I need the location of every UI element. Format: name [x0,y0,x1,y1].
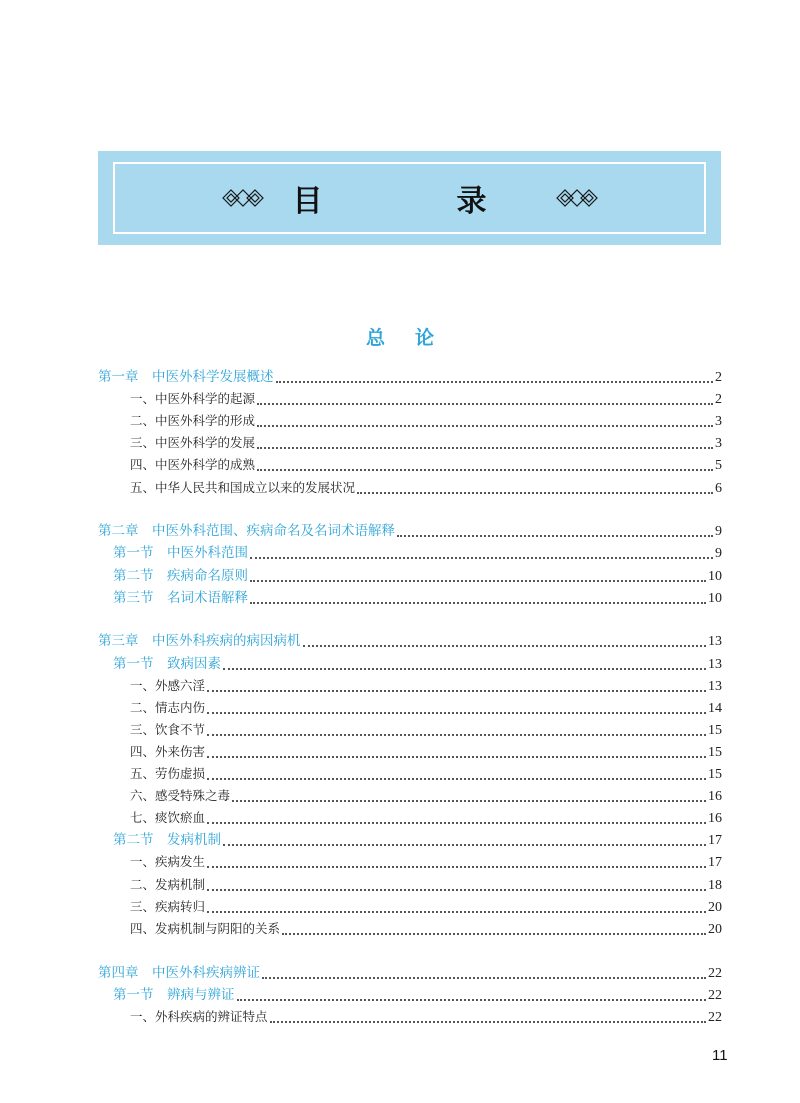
toc-entry-title: 四、中医外科学的成熟 [130,457,256,473]
toc-item-row [130,410,722,432]
toc-item-row [130,785,722,807]
toc-item-row [130,896,722,918]
dot-leader [257,447,713,449]
dot-leader [207,911,706,913]
dot-leader [270,1021,706,1023]
toc-entry-title: 第四章 中医外科疾病辨证 [98,964,260,981]
page-number: 11 [712,1047,728,1064]
toc-entry-title: 二、发病机制 [130,876,206,892]
toc-page-number: 9 [715,524,722,540]
toc-section-row [113,565,722,587]
toc-page-number: 9 [715,546,722,562]
toc-page-number: 13 [708,656,722,672]
toc-item-row [130,807,722,829]
toc-entry-title: 第一节 中医外科范围 [113,545,248,562]
toc-item-row [130,388,722,410]
toc-entry-title: 第一节 辨病与辨证 [113,986,235,1003]
toc-page-number: 10 [708,590,722,606]
toc-item-row [130,1006,722,1028]
toc-page-number: 18 [708,877,722,893]
toc-page-number: 13 [708,678,722,694]
toc-entry-title: 五、中华人民共和国成立以来的发展状况 [130,479,356,495]
dot-leader [303,645,707,647]
toc-entry-title: 第二节 发病机制 [113,832,221,849]
toc-entry-title: 二、中医外科学的形成 [130,413,256,429]
dot-leader [262,977,706,979]
dot-leader [276,381,714,383]
toc-section-row [113,984,722,1006]
toc-entry-title: 第二章 中医外科范围、疾病命名及名词术语解释 [98,523,395,540]
dot-leader [257,403,713,405]
dot-leader [207,690,706,692]
dot-leader [207,778,706,780]
dot-leader [223,668,706,670]
toc-page-number: 16 [708,811,722,827]
toc-entry-title: 一、疾病发生 [130,854,206,870]
dot-leader [282,933,706,935]
toc-entry-title: 三、疾病转归 [130,898,206,914]
toc-page-number: 2 [715,392,722,408]
dot-leader [397,535,713,537]
toc-page-number: 3 [715,436,722,452]
toc-entry-title: 第三章 中医外科疾病的病因病机 [98,633,301,650]
toc-section-row [113,829,722,851]
dot-leader [237,999,707,1001]
toc-entry-title: 一、外科疾病的辨证特点 [130,1008,268,1024]
dot-leader [250,602,706,604]
toc-item-row [130,477,722,499]
toc-chapter-row [98,630,722,652]
diamond-ornament-right-icon [549,188,599,208]
toc-page-number: 16 [708,789,722,805]
toc-item-row [130,918,722,940]
toc-entry-title: 一、外感六淫 [130,677,206,693]
toc-entry-title: 三、饮食不节 [130,721,206,737]
toc-page-number: 2 [715,370,722,385]
toc-page-number: 20 [708,899,722,915]
toc-chapter-row [98,366,722,388]
dot-leader [357,492,713,494]
dot-leader [207,822,706,824]
toc-item-row [130,454,722,476]
toc-entry-title: 四、外来伤害 [130,743,206,759]
toc-page-number: 22 [708,965,722,981]
toc-page-number: 3 [715,414,722,430]
toc-item-row [130,675,722,697]
toc-page-number: 6 [715,480,722,496]
toc-item-row [130,697,722,719]
dot-leader [207,756,706,758]
toc-page-number: 22 [708,1009,722,1025]
dot-leader [207,734,706,736]
toc-page-number: 22 [708,987,722,1003]
title-banner-frame [113,162,706,234]
toc-item-row [130,741,722,763]
dot-leader [232,800,706,802]
dot-leader [257,469,713,471]
toc-entry-title: 二、情志内伤 [130,699,206,715]
toc-page-number: 15 [708,767,722,782]
toc-entry-title: 六、感受特殊之毒 [130,788,231,804]
dot-leader [207,866,706,868]
toc-entry-title: 一、中医外科学的起源 [130,391,256,407]
toc-item-row [130,851,722,873]
toc-page-number: 15 [708,744,722,760]
toc-chapter-row [98,962,722,984]
toc-item-row [130,719,722,741]
toc-page-number: 5 [715,458,722,474]
toc-entry-title: 第三节 名词术语解释 [113,589,248,606]
toc-page-number: 17 [708,855,722,871]
toc-entry-title: 第一章 中医外科学发展概述 [98,369,274,385]
toc-page-number: 14 [708,700,722,716]
dot-leader [207,889,706,891]
toc-section-row [113,542,722,564]
dot-leader [250,580,706,582]
toc-page-number: 10 [708,568,722,584]
toc-entry-title: 第一节 致病因素 [113,655,221,672]
toc-page-number: 20 [708,921,722,937]
dot-leader [223,844,706,846]
toc-entry-title: 七、痰饮瘀血 [130,810,206,826]
toc-page-number: 15 [708,722,722,738]
toc-entry-title: 三、中医外科学的发展 [130,435,256,451]
toc-page-number: 13 [708,634,722,650]
toc-entry-title: 五、劳伤虚损 [130,766,206,781]
toc-section-row [113,653,722,675]
toc-item-row [130,874,722,896]
section-heading: 总论 [365,327,464,349]
toc-item-row [130,432,722,454]
toc-item-row [130,763,722,785]
dot-leader [257,425,713,427]
toc-section-row [113,587,722,609]
toc-entry-title: 第二节 疾病命名原则 [113,567,248,584]
diamond-ornament-left-icon [221,188,271,208]
title-banner [98,151,721,245]
toc-entry-title: 四、发病机制与阴阳的关系 [130,920,281,936]
toc-chapter-row [98,520,722,542]
dot-leader [250,557,713,559]
page-title: 目 录 [292,184,539,219]
dot-leader [207,712,706,714]
toc-page-number: 17 [708,833,722,849]
